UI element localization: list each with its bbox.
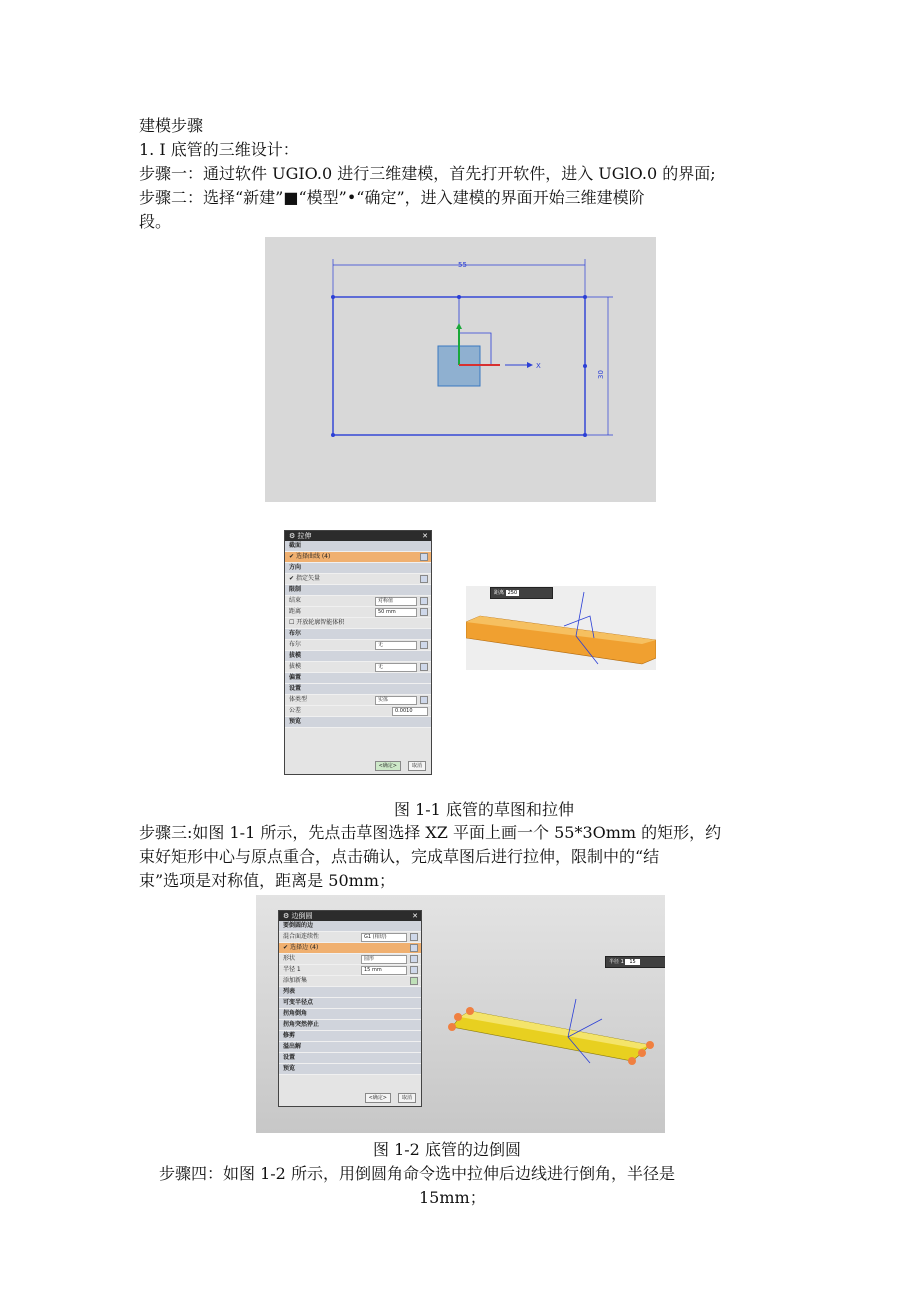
section-section[interactable]: 截面 [285,541,431,552]
offset-section[interactable]: 偏置 [285,673,431,684]
step2-text: 步骤二：选择“新建”■“模型”•“确定”，进入建模的界面开始三维建模阶 [139,188,645,207]
draft-row[interactable]: 拔模 无 [285,662,431,673]
dialog-title: 拉伸 [297,532,312,540]
shape-select[interactable]: 圆形 [361,955,407,964]
overflow-section[interactable]: 溢出解 [279,1042,421,1053]
ok-button[interactable]: <确定> [365,1093,391,1103]
shape-row[interactable]: 形状 圆形 [279,954,421,965]
ok-button[interactable]: <确定> [375,761,401,771]
direction-section[interactable]: 方向 [285,563,431,574]
variable-radius-section[interactable]: 可变半径点 [279,998,421,1009]
add-set-row[interactable]: 添加新集 [279,976,421,987]
limits-section[interactable]: 限制 [285,585,431,596]
caption-2: 图 1-2 底管的边倒圆 [373,1140,521,1159]
fillet-dialog [278,910,422,1107]
heading: 建模步骤 [139,116,204,135]
caption-1: 图 1-1 底管的草图和拉伸 [394,800,574,819]
step4-text-cont: 15mm； [419,1188,486,1207]
dim-width: 55 [458,261,467,269]
body-type-row[interactable]: 体类型 实体 [285,695,431,706]
dialog-title: 边倒圆 [291,912,313,920]
radius-row[interactable]: 半径 1 15 mm [279,965,421,976]
list-section[interactable]: 列表 [279,987,421,998]
draft-section[interactable]: 拔模 [285,651,431,662]
corner-setback-section[interactable]: 拐角倒角 [279,1009,421,1020]
radius-popup-value[interactable]: 15 [625,959,639,965]
trim-section[interactable]: 修剪 [279,1031,421,1042]
preview-section[interactable]: 预览 [279,1064,421,1075]
tolerance-input[interactable]: 0.0010 [392,707,428,716]
distance-row[interactable]: 距离 50 mm [285,607,431,618]
preview-section[interactable]: 预览 [285,717,431,728]
body-type-select[interactable]: 实体 [375,696,417,705]
open-profile-row[interactable]: ☐ 开放轮廓智能体积 [285,618,431,629]
sketch-drawing [265,237,656,502]
dialog-titlebar: ⚙ 拉伸 ✕ [285,531,431,541]
continuity-row[interactable]: 混合面连续性 G1 (相切) [279,932,421,943]
end-row[interactable]: 结束 对称值 [285,596,431,607]
step1-text: 步骤一：通过软件 UGIO.0 进行三维建模，首先打开软件，进入 UGlO.0 的界面; [139,164,716,183]
settings-section[interactable]: 设置 [279,1053,421,1064]
sketch-figure [265,237,656,502]
tolerance-row[interactable]: 公差 0.0010 [285,706,431,717]
close-icon[interactable]: ✕ [422,532,428,540]
stop-short-section[interactable]: 拐角突然停止 [279,1020,421,1031]
extrude-dialog [284,530,432,775]
edges-section[interactable]: 要倒圆的边 [279,921,421,932]
step3-text: 步骤三:如图 1-1 所示，先点击草图选择 XZ 平面上画一个 55*3Omm 的矩形，约 [139,823,722,842]
vector-row[interactable]: ✔ 指定矢量 [285,574,431,585]
distance-input[interactable]: 50 mm [375,608,417,617]
draft-select[interactable]: 无 [375,663,417,672]
boolean-section[interactable]: 布尔 [285,629,431,640]
fillet-figure [256,895,665,1133]
radius-input[interactable]: 15 mm [361,966,407,975]
boolean-row[interactable]: 布尔 无 [285,640,431,651]
step2-text-cont: 段。 [139,212,172,231]
step4-text: 步骤四：如图 1-2 所示，用倒圆角命令选中拉伸后边线进行倒角，半径是 [159,1164,675,1183]
boolean-select[interactable]: 无 [375,641,417,650]
settings-section[interactable]: 设置 [285,684,431,695]
section-title: 1. I 底管的三维设计： [139,140,299,159]
end-select[interactable]: 对称值 [375,597,417,606]
fillet-body-drawing [446,975,665,1085]
distance-popup-value[interactable]: 250 [507,590,518,596]
close-icon[interactable]: ✕ [412,912,418,920]
cancel-button[interactable]: 取消 [398,1093,416,1103]
dialog-titlebar: ⚙ 边倒圆 ✕ [279,911,421,921]
dim-height: 30 [597,370,605,379]
radius-popup[interactable]: 半径 1 15 [605,956,665,968]
cancel-button[interactable]: 取消 [408,761,426,771]
continuity-select[interactable]: G1 (相切) [361,933,407,942]
axis-x-label: X [536,362,541,370]
step3-text-cont2: 束”选项是对称值，距离是 50mm； [139,871,395,890]
step3-text-cont: 束好矩形中心与原点重合，点击确认，完成草图后进行拉伸，限制中的“结 [139,847,660,866]
select-curve-row[interactable]: ✔ 选择曲线 (4) [285,552,431,563]
extrude-preview [466,586,656,670]
select-edge-row[interactable]: ✔ 选择边 (4) [279,943,421,954]
distance-popup[interactable]: 距离 250 [490,587,553,599]
